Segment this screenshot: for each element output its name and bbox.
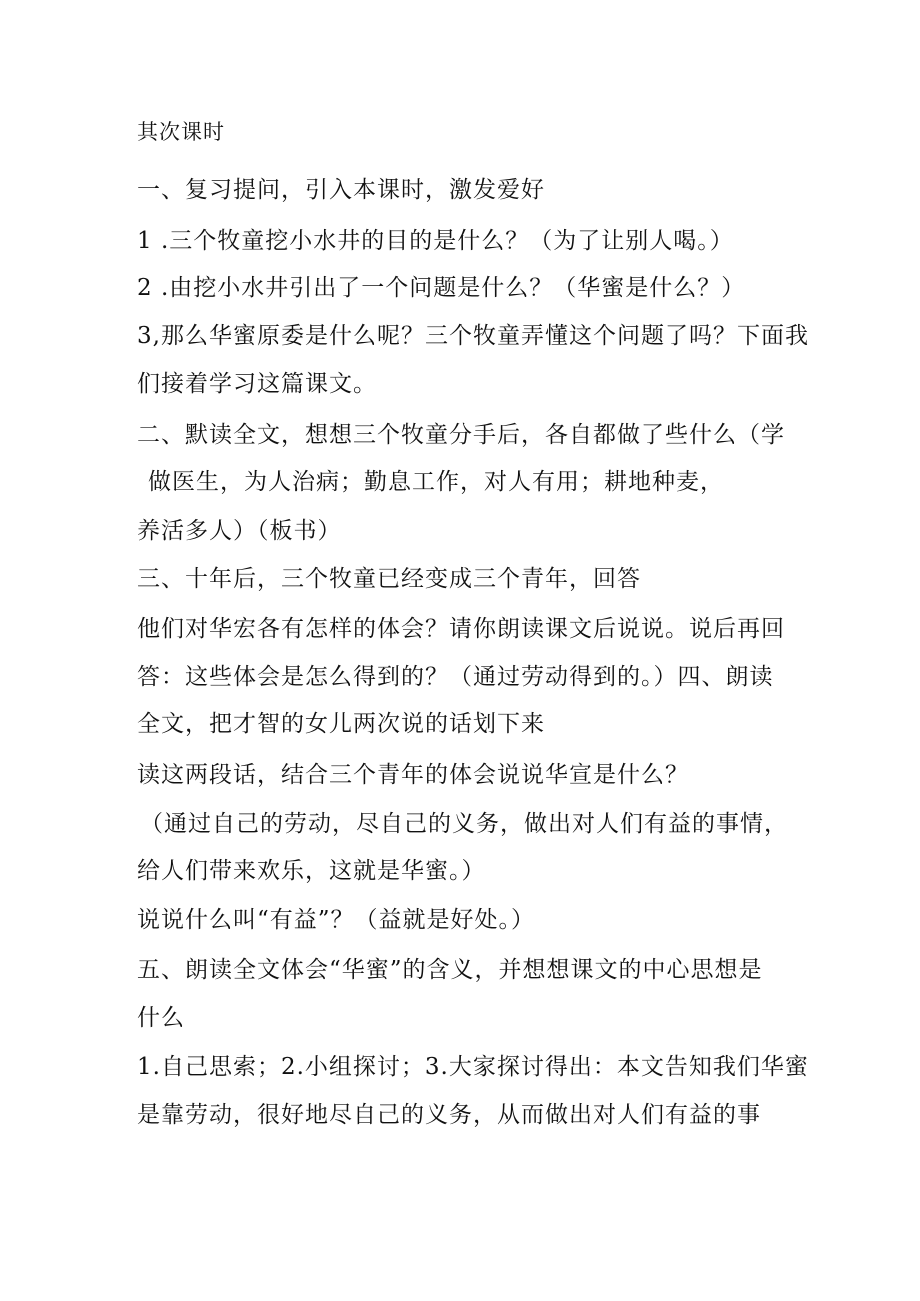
ten-years-cont-3: 全文，把才智的女儿两次说的话划下来 (137, 711, 545, 737)
steps-line-cont: 是靠劳动，很好地尽自己的义务，从而做出对人们有益的事 (137, 1102, 761, 1128)
read-paragraphs: 读这两段话，结合三个青年的体会说说华宣是什么？ (137, 762, 689, 788)
ten-years-cont-2: 答：这些体会是怎么得到的？（通过劳动得到的。）四、朗读 (137, 664, 774, 690)
heading-meaning-cont: 什么 (137, 1005, 185, 1031)
heading-meaning: 五、朗读全文体会“华蜜”的含义，并想想课文的中心思想是 (137, 957, 763, 983)
heading-ten-years: 三、十年后，三个牧童已经变成三个青年，回答 (137, 566, 641, 592)
question-2: 2 .由挖小水井引出了一个问题是什么？（华蜜是什么？） (137, 275, 746, 301)
steps-line: 1.自己思索；2.小组探讨；3.大家探讨得出：本文告知我们华蜜 (137, 1054, 809, 1080)
heading-review: 一、复习提问，引入本课时，激发爱好 (137, 177, 545, 203)
question-3-cont: 们接着学习这篇课文。 (137, 371, 377, 397)
beneficial-question: 说说什么叫“有益”？（益就是好处。） (137, 907, 536, 933)
section-title: 其次课时 (137, 120, 225, 144)
silent-reading-cont-2: 养活多人）（板书） (137, 518, 342, 544)
question-1: 1 .三个牧童挖小水井的目的是什么？（为了让别人喝。） (137, 228, 734, 254)
ten-years-cont: 他们对华宏各有怎样的体会？请你朗读课文后说说。说后再回 (137, 616, 785, 642)
question-3: 3,那么华蜜原委是什么呢？三个牧童弄懂这个问题了吗？下面我 (137, 323, 809, 349)
read-paragraphs-answer: （通过自己的劳动，尽自己的义务，做出对人们有益的事情， (140, 811, 788, 837)
heading-silent-reading: 二、默读全文，想想三个牧童分手后，各自都做了些什么（学 (137, 422, 785, 448)
silent-reading-cont: 做医生，为人治病；勤息工作，对人有用；耕地种麦， (148, 469, 724, 495)
read-paragraphs-answer-cont: 给人们带来欢乐，这就是华蜜。） (137, 858, 486, 884)
